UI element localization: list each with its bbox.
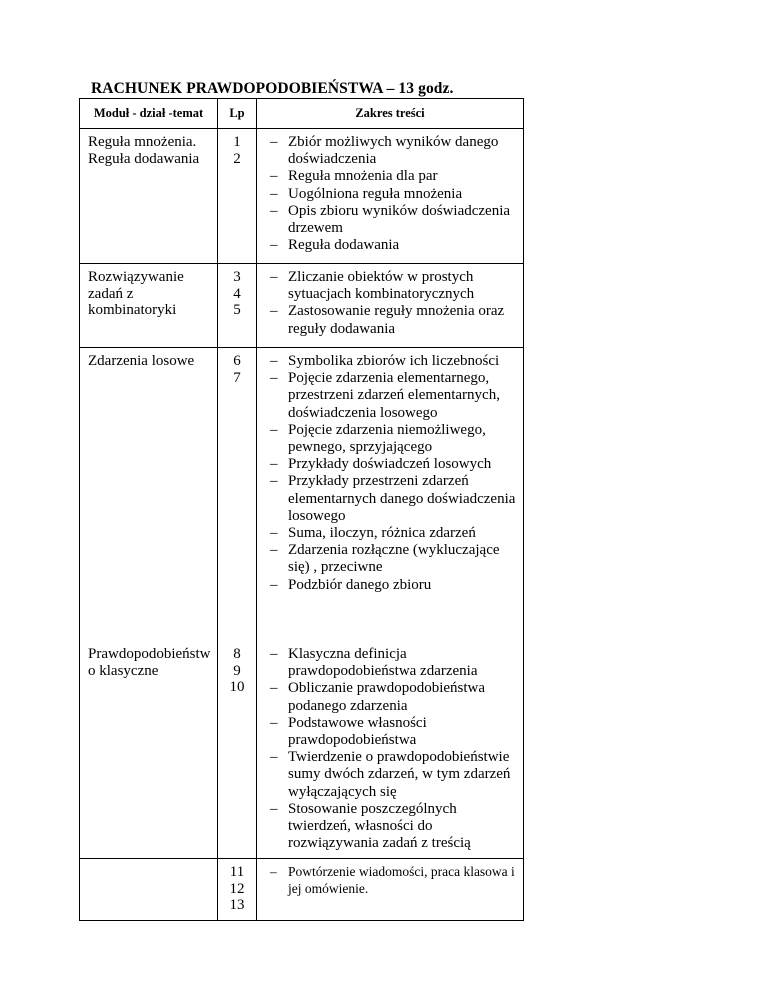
lp-cell	[218, 129, 257, 264]
lp-number: 7	[233, 369, 241, 386]
topic-list	[257, 646, 521, 852]
header-module: Moduł - dział -temat	[80, 99, 218, 129]
lp-cell	[218, 348, 257, 642]
lp-number: 1	[233, 134, 241, 150]
topic-item: – Podstawowe własności prawdopodobieństwa	[257, 715, 521, 749]
topics-cell	[257, 348, 524, 642]
topic-item: – Reguła dodawania	[257, 237, 521, 254]
curriculum-table	[79, 98, 524, 921]
topic-item: – Symbolika zbiorów ich liczebności	[257, 353, 521, 370]
topic-item: – Pojęcie zdarzenia niemożliwego, pewnego, sprzyjającego	[257, 422, 521, 456]
topic-item: – Przykłady przestrzeni zdarzeń elementarnych danego doświadczenia losowego	[257, 473, 521, 525]
topic-list	[257, 864, 521, 897]
lp-cell	[218, 641, 257, 859]
lp-number: 2	[233, 150, 241, 167]
topics-cell	[257, 264, 524, 348]
topic-item: – Pojęcie zdarzenia elementarnego, przestrzeni zdarzeń elementarnych, doświadczenia losowego	[257, 370, 521, 422]
lp-number: 6	[233, 353, 241, 369]
table-header-row	[80, 99, 524, 129]
topic-item: – Twierdzenie o prawdopodobieństwie sumy dwóch zdarzeń, w tym zdarzeń wyłączających się	[257, 749, 521, 801]
topics-cell	[257, 129, 524, 264]
lp-number: 13	[229, 897, 245, 914]
topic-list	[257, 134, 521, 254]
module-cell: Rozwiązywanie zadań z kombinatoryki	[80, 264, 218, 348]
table-row	[80, 641, 524, 859]
page-title: RACHUNEK PRAWDOPODOBIEŃSTWA – 13 godz.	[91, 80, 454, 97]
lp-number: 4	[233, 285, 241, 302]
lp-number: 8	[233, 646, 241, 662]
module-cell: Prawdopodobieństw o klasyczne	[80, 641, 218, 859]
topic-list	[257, 353, 521, 594]
topics-cell	[257, 641, 524, 859]
lp-number: 10	[229, 679, 245, 696]
topic-item: – Zbiór możliwych wyników danego doświadczenia	[257, 134, 521, 168]
topic-item: – Zastosowanie reguły mnożenia oraz reguły dodawania	[257, 303, 521, 337]
table-row	[80, 859, 524, 921]
topics-cell	[257, 859, 524, 921]
lp-cell	[218, 264, 257, 348]
topic-item: – Zliczanie obiektów w prostych sytuacjach kombinatorycznych	[257, 269, 521, 303]
topic-item: – Klasyczna definicja prawdopodobieństwa zdarzenia	[257, 646, 521, 680]
lp-number: 5	[233, 302, 241, 319]
table-row	[80, 129, 524, 264]
module-cell	[80, 859, 218, 921]
table-row	[80, 264, 524, 348]
topic-list	[257, 269, 521, 338]
topic-item: – Opis zbioru wyników doświadczenia drzewem	[257, 203, 521, 237]
topic-item: – Suma, iloczyn, różnica zdarzeń	[257, 525, 521, 542]
module-cell: Zdarzenia losowe	[80, 348, 218, 642]
lp-number: 9	[233, 662, 241, 679]
topic-item: – Przykłady doświadczeń losowych	[257, 456, 521, 473]
topic-item: – Stosowanie poszczególnych twierdzeń, własności do rozwiązywania zadań z treścią	[257, 801, 521, 853]
lp-number: 11	[229, 864, 245, 880]
topic-item: – Obliczanie prawdopodobieństwa podanego zdarzenia	[257, 680, 521, 714]
module-cell: Reguła mnożenia. Reguła dodawania	[80, 129, 218, 264]
header-lp: Lp	[218, 99, 257, 129]
topic-item: – Uogólniona reguła mnożenia	[257, 186, 521, 203]
header-scope: Zakres treści	[257, 99, 524, 129]
topic-item: – Podzbiór danego zbioru	[257, 577, 521, 594]
lp-number: 3	[233, 269, 241, 285]
lp-cell	[218, 859, 257, 921]
lp-number: 12	[229, 880, 245, 897]
topic-item: – Reguła mnożenia dla par	[257, 168, 521, 185]
topic-item: – Zdarzenia rozłączne (wykluczające się) , przeciwne	[257, 542, 521, 576]
topic-item: – Powtórzenie wiadomości, praca klasowa i jej omówienie.	[257, 864, 521, 897]
table-row	[80, 348, 524, 642]
